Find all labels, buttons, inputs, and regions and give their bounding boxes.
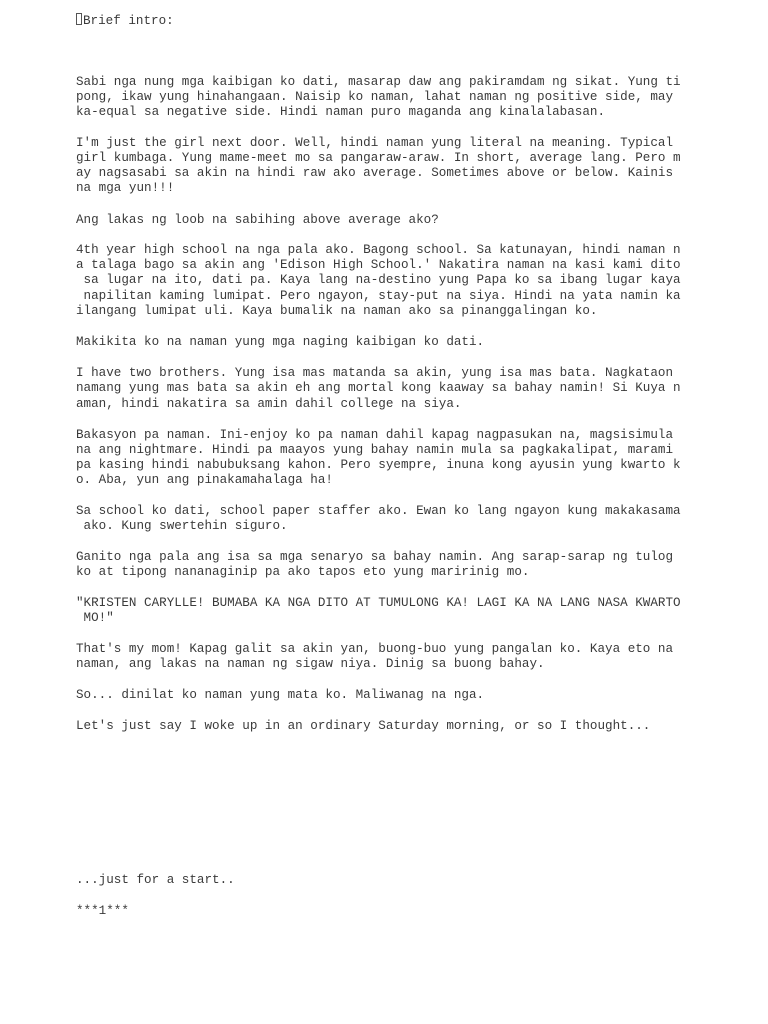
text-line: MO!": [76, 611, 114, 625]
missing-glyph-icon: [76, 13, 82, 25]
text-line: sa lugar na ito, dati pa. Kaya lang na-destino yung Papa ko sa ibang lugar kaya: [76, 273, 681, 287]
text-line: I'm just the girl next door. Well, hindi naman yung literal na meaning. Typical: [76, 136, 674, 150]
text-line: 4th year high school na nga pala ako. Bagong school. Sa katunayan, hindi naman n: [76, 243, 681, 257]
text-line: girl kumbaga. Yung mame-meet mo sa pangaraw-araw. In short, average lang. Pero m: [76, 151, 681, 165]
intro-heading: [76, 13, 174, 29]
text-line: ilangang lumipat uli. Kaya bumalik na naman ako sa pinanggalingan ko.: [76, 304, 598, 318]
text-line: o. Aba, yun ang pinakamahalaga ha!: [76, 473, 333, 487]
text-line: ka-equal sa negative side. Hindi naman puro maganda ang kinalalabasan.: [76, 105, 606, 119]
text-line: Let's just say I woke up in an ordinary Saturday morning, or so I thought...: [76, 719, 651, 733]
text-line: aman, hindi nakatira sa amin dahil college na siya.: [76, 397, 462, 411]
text-line: Bakasyon pa naman. Ini-enjoy ko pa naman dahil kapag nagpasukan na, magsisimula: [76, 428, 674, 442]
text-line: namang yung mas bata sa akin eh ang mortal kong kaaway sa bahay namin! Si Kuya n: [76, 381, 681, 395]
text-line: Ganito nga pala ang isa sa mga senaryo sa bahay namin. Ang sarap-sarap ng tulog: [76, 550, 674, 564]
text-line: ...just for a start..: [76, 873, 235, 887]
text-line: So... dinilat ko naman yung mata ko. Maliwanag na nga.: [76, 688, 485, 702]
text-line: na ang nightmare. Hindi pa maayos yung bahay namin mula sa pagkakalipat, marami: [76, 443, 674, 457]
text-line: napilitan kaming lumipat. Pero ngayon, stay-put na siya. Hindi na yata namin ka: [76, 289, 681, 303]
text-line: Ang lakas ng loob na sabihing above average ako?: [76, 213, 439, 227]
text-line: That's my mom! Kapag galit sa akin yan, buong-buo yung pangalan ko. Kaya eto na: [76, 642, 674, 656]
text-line: ay nagsasabi sa akin na hindi raw ako average. Sometimes above or below. Kainis: [76, 166, 674, 180]
text-line: Sabi nga nung mga kaibigan ko dati, masarap daw ang pakiramdam ng sikat. Yung ti: [76, 75, 681, 89]
text-line: ko at tipong nananaginip pa ako tapos eto yung maririnig mo.: [76, 565, 530, 579]
text-line: I have two brothers. Yung isa mas matanda sa akin, yung isa mas bata. Nagkataon: [76, 366, 674, 380]
text-line: na mga yun!!!: [76, 181, 175, 195]
text-line: "KRISTEN CARYLLE! BUMABA KA NGA DITO AT TUMULONG KA! LAGI KA NA LANG NASA KWARTO: [76, 596, 681, 610]
text-line: ako. Kung swertehin siguro.: [76, 519, 288, 533]
text-line: Makikita ko na naman yung mga naging kaibigan ko dati.: [76, 335, 485, 349]
text-line: Sa school ko dati, school paper staffer ako. Ewan ko lang ngayon kung makakasama: [76, 504, 681, 518]
text-line: a talaga bago sa akin ang 'Edison High School.' Nakatira naman na kasi kami dito: [76, 258, 681, 272]
text-line: naman, ang lakas na naman ng sigaw niya. Dinig sa buong bahay.: [76, 657, 545, 671]
intro-heading-text: Brief intro:: [83, 14, 174, 28]
text-line: pa kasing hindi nabubuksang kahon. Pero syempre, inuna kong ayusin yung kwarto k: [76, 458, 681, 472]
text-line: pong, ikaw yung hinahangaan. Naisip ko naman, lahat naman ng positive side, may: [76, 90, 674, 104]
chapter-marker: ***1***: [76, 904, 129, 918]
